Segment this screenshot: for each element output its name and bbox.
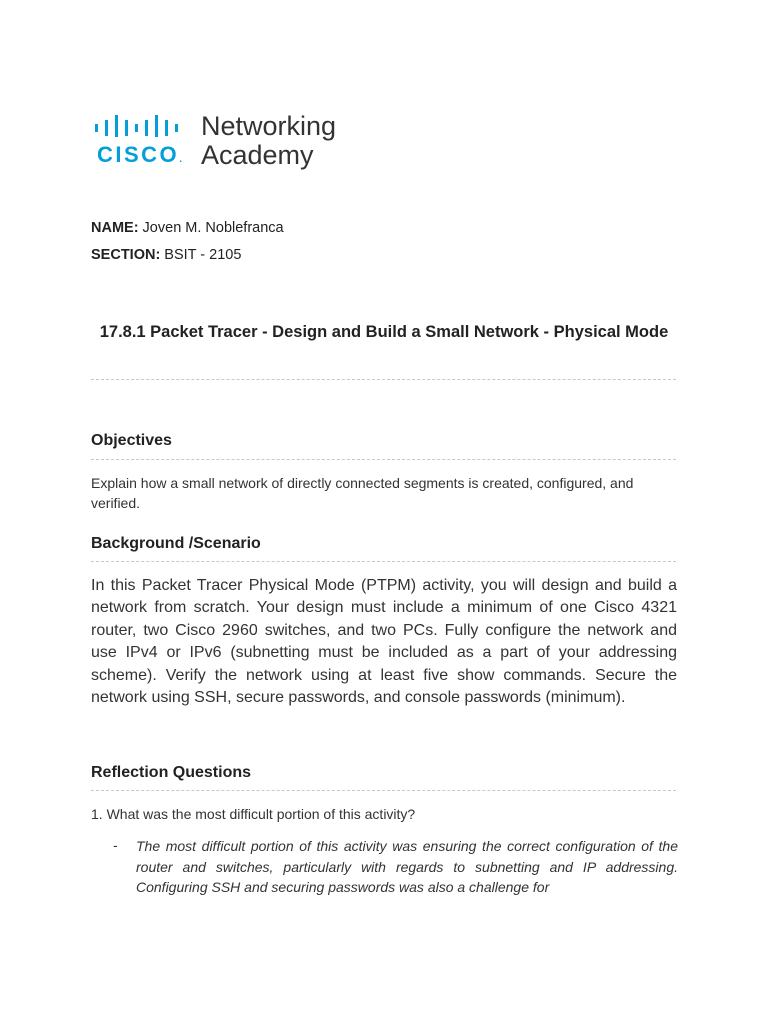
objectives-text: Explain how a small network of directly connected segments is created, configured, and verified. bbox=[91, 475, 634, 511]
objectives-divider bbox=[91, 459, 676, 460]
cisco-wordmark: CISCO. bbox=[97, 142, 182, 167]
reflection-answer-1: The most difficult portion of this activity was ensuring the correct configuration of the router and switches, particularly with regards to subnetting and IP addressing. Configuring SSH and securing passwords was also a challenge for bbox=[136, 838, 678, 896]
reflection-divider bbox=[91, 790, 676, 791]
document-title: 17.8.1 Packet Tracer - Design and Build a Small Network - Physical Mode bbox=[99, 323, 669, 341]
section-line bbox=[91, 247, 241, 263]
reflection-heading: Reflection Questions bbox=[91, 764, 252, 781]
section-label: SECTION: bbox=[91, 247, 161, 263]
name-line bbox=[91, 220, 284, 236]
answer-bullet: - bbox=[113, 837, 118, 853]
background-heading: Background /Scenario bbox=[91, 535, 261, 552]
cisco-bars-icon bbox=[95, 115, 189, 137]
name-label: NAME: bbox=[91, 220, 139, 236]
objectives-heading: Objectives bbox=[91, 432, 172, 449]
logo-line-academy: Academy bbox=[201, 140, 314, 170]
title-divider bbox=[91, 379, 676, 380]
cisco-networking-academy-logo bbox=[95, 113, 355, 173]
name-value: Joven M. Noblefranca bbox=[138, 220, 284, 236]
logo-text bbox=[201, 112, 336, 170]
background-text: In this Packet Tracer Physical Mode (PTPM) activity, you will design and build a network from scratch. Your design must include a minimum of one Cisco 4321 router, two Cisco 2960 switches, and two PCs. Fully configure the network and use IPv4 or IPv6 (subnetting must be included as a part of your addressing scheme). Verify the network using at least five show commands. Secure the network using SSH, secure passwords, and console passwords (minimum). bbox=[91, 577, 677, 707]
logo-line-networking: Networking bbox=[201, 111, 337, 141]
background-divider bbox=[91, 561, 676, 562]
reflection-question-1: 1. What was the most difficult portion of this activity? bbox=[91, 806, 416, 822]
section-value: BSIT - 2105 bbox=[160, 247, 242, 263]
